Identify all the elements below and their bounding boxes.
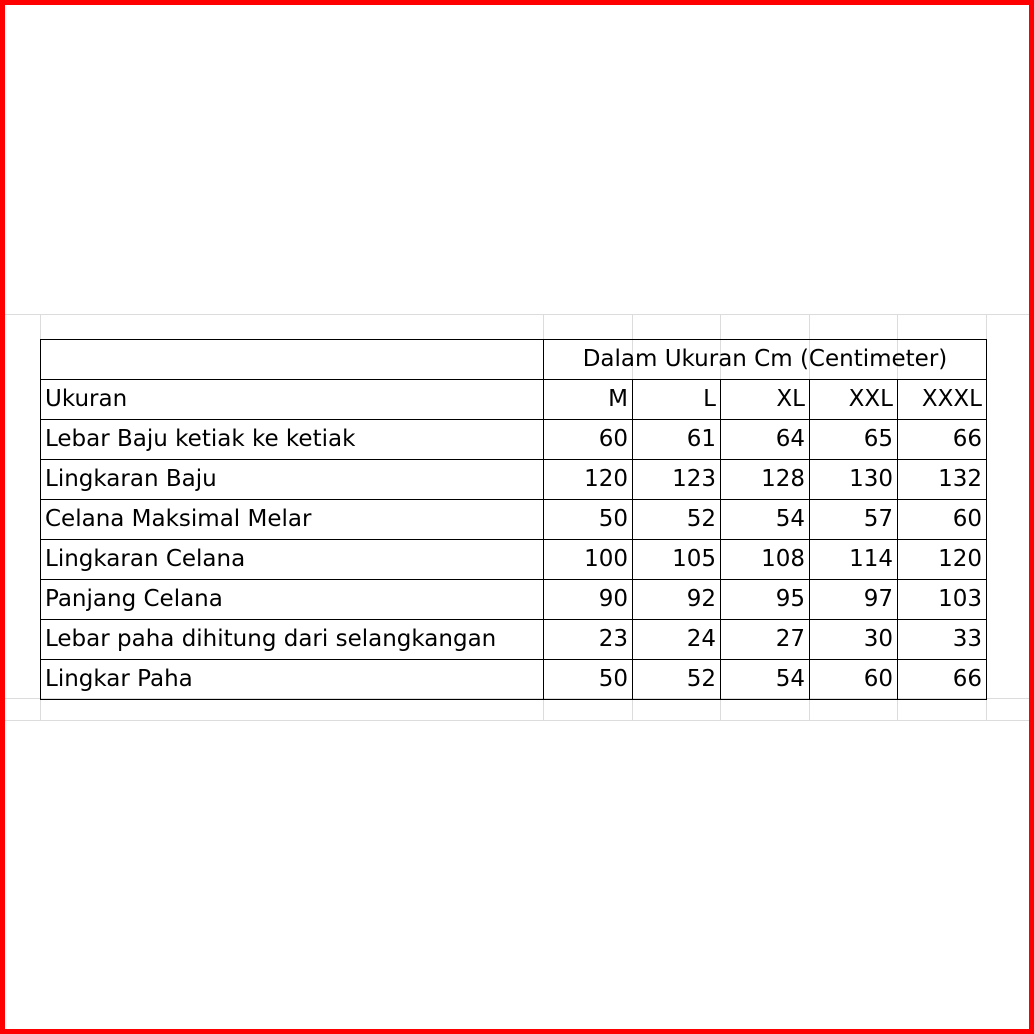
row-label: Lingkaran Baju bbox=[41, 460, 544, 500]
cell-value: 95 bbox=[721, 580, 810, 620]
row-label: Celana Maksimal Melar bbox=[41, 500, 544, 540]
size-chart-table bbox=[40, 339, 987, 700]
cell-value: 27 bbox=[721, 620, 810, 660]
table-row bbox=[41, 500, 987, 540]
row-label: Lingkaran Celana bbox=[41, 540, 544, 580]
cell-value: 65 bbox=[810, 420, 898, 460]
table-title-row bbox=[41, 340, 987, 380]
row-label: Lingkar Paha bbox=[41, 660, 544, 700]
size-header-row bbox=[41, 380, 987, 420]
row-label: Lebar paha dihitung dari selangkangan bbox=[41, 620, 544, 660]
size-header: XXXL bbox=[898, 380, 987, 420]
cell-value: 61 bbox=[633, 420, 721, 460]
cell-value: 24 bbox=[633, 620, 721, 660]
empty-corner-cell bbox=[41, 340, 544, 380]
cell-value: 60 bbox=[898, 500, 987, 540]
cell-value: 52 bbox=[633, 660, 721, 700]
cell-value: 64 bbox=[721, 420, 810, 460]
cell-value: 60 bbox=[544, 420, 633, 460]
cell-value: 54 bbox=[721, 660, 810, 700]
cell-value: 30 bbox=[810, 620, 898, 660]
table-row bbox=[41, 660, 987, 700]
size-header: M bbox=[544, 380, 633, 420]
cell-value: 120 bbox=[544, 460, 633, 500]
cell-value: 130 bbox=[810, 460, 898, 500]
cell-value: 103 bbox=[898, 580, 987, 620]
cell-value: 66 bbox=[898, 420, 987, 460]
cell-value: 114 bbox=[810, 540, 898, 580]
cell-value: 66 bbox=[898, 660, 987, 700]
cell-value: 33 bbox=[898, 620, 987, 660]
cell-value: 60 bbox=[810, 660, 898, 700]
cell-value: 57 bbox=[810, 500, 898, 540]
cell-value: 108 bbox=[721, 540, 810, 580]
cell-value: 120 bbox=[898, 540, 987, 580]
table-row bbox=[41, 620, 987, 660]
cell-value: 50 bbox=[544, 500, 633, 540]
cell-value: 92 bbox=[633, 580, 721, 620]
size-header: XXL bbox=[810, 380, 898, 420]
cell-value: 105 bbox=[633, 540, 721, 580]
cell-value: 90 bbox=[544, 580, 633, 620]
header-label: Ukuran bbox=[41, 380, 544, 420]
cell-value: 54 bbox=[721, 500, 810, 540]
cell-value: 132 bbox=[898, 460, 987, 500]
table-row bbox=[41, 540, 987, 580]
table-title: Dalam Ukuran Cm (Centimeter) bbox=[544, 340, 987, 380]
cell-value: 50 bbox=[544, 660, 633, 700]
row-label: Lebar Baju ketiak ke ketiak bbox=[41, 420, 544, 460]
cell-value: 123 bbox=[633, 460, 721, 500]
table-row bbox=[41, 460, 987, 500]
table-row bbox=[41, 580, 987, 620]
cell-value: 128 bbox=[721, 460, 810, 500]
size-header: XL bbox=[721, 380, 810, 420]
row-label: Panjang Celana bbox=[41, 580, 544, 620]
cell-value: 52 bbox=[633, 500, 721, 540]
cell-value: 97 bbox=[810, 580, 898, 620]
cell-value: 23 bbox=[544, 620, 633, 660]
size-header: L bbox=[633, 380, 721, 420]
table-row bbox=[41, 420, 987, 460]
cell-value: 100 bbox=[544, 540, 633, 580]
